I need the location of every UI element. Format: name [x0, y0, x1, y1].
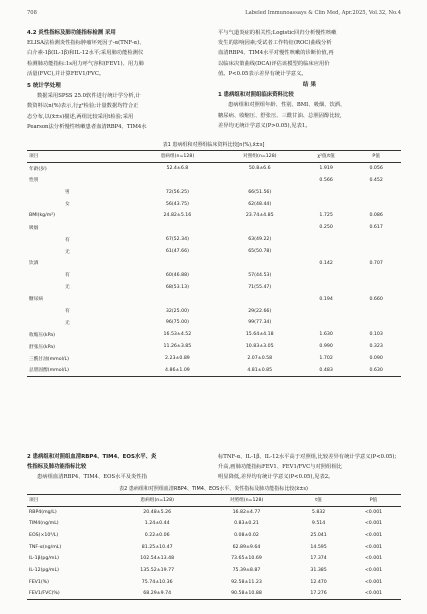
table1-cell	[219, 258, 301, 270]
table2-cell: 68.29±9.74	[143, 591, 172, 597]
title-line: 2 患病组和对照组血清RBP4、TIM4、EOS水平、炎	[27, 454, 157, 460]
journal-header: Labeled Immunoassays & Clin Med, Apr.2025, Vol.32, No.4	[245, 10, 401, 16]
table1-row	[27, 222, 401, 234]
table2-cell: <0.001	[364, 579, 383, 585]
table1-cell	[351, 246, 401, 258]
table2-cell: 17.276	[310, 591, 327, 597]
text-line: 标TNF-α、IL-1β、IL-12水平高于对照组,比较差异有统计学意义(P<0.05);	[218, 454, 397, 460]
table1-header-row	[27, 151, 401, 163]
table2-cell: <0.001	[364, 567, 383, 573]
text-line: 患病组和对照组年龄、性别、BMI、吸烟、饮酒、	[228, 102, 346, 109]
table1-cell	[219, 293, 301, 305]
table1-cell: 有	[65, 273, 70, 279]
table1-cell: 无	[65, 320, 70, 326]
table2-cell: 75.74±10.36	[141, 579, 173, 585]
table1-row	[27, 174, 401, 186]
table1-cell: 0.090	[369, 356, 383, 362]
table2-cell: 0.83±0.21	[234, 521, 259, 527]
table1-cell: 65(50.78)	[248, 249, 272, 255]
table2-row	[27, 530, 401, 542]
table1-cell	[351, 281, 401, 293]
table1-cell: 0.194	[319, 296, 333, 302]
table2-header: t值	[315, 498, 322, 504]
table1-cell: 4.86±1.09	[164, 367, 190, 373]
section-4-2-text	[27, 38, 207, 79]
table1-cell: 24.82±5.16	[163, 213, 192, 219]
table1-cell: 舒张压(kPa)	[29, 344, 55, 350]
table2-cell: 92.58±11.23	[231, 579, 262, 585]
table1-cell: 0.660	[369, 296, 383, 302]
table1-cell: 男	[65, 190, 70, 196]
table1-cell	[351, 234, 401, 246]
section-1-title: 1 患病组和对照组临床资料比较	[218, 92, 294, 99]
table1-row	[27, 293, 401, 305]
section-5-text	[27, 91, 207, 132]
table1-cell: 0.323	[369, 344, 383, 350]
table1-cell: 1.919	[319, 166, 333, 172]
text-line: 患病组血清RBP4、TIM4、EOS水平及炎性指	[37, 474, 147, 481]
table2-cell: FEV1(%)	[29, 579, 49, 585]
table2-row	[27, 506, 401, 518]
table2-cell: 73.65±10.69	[231, 556, 262, 562]
text-line: 值。P<0.05表示差异有统计学意义。	[218, 70, 307, 77]
table1-cell: 2.23±0.89	[164, 356, 190, 362]
table2-cell: EOS(×10⁹/L)	[29, 532, 59, 538]
table1-header: 项目	[29, 154, 39, 160]
table1-row	[27, 305, 401, 317]
table2-cell: 12.470	[310, 579, 327, 585]
table1-row	[27, 353, 401, 365]
text-line: 升高,画肺功能指标FEV1、FEV1/FVC与对照组相比	[218, 464, 342, 471]
table1-cell: 0.617	[369, 225, 383, 231]
section-4-2-title: 4.2 炎性指标及肺功能指标检测 采用	[27, 30, 116, 36]
table1-cell: 无	[65, 285, 70, 291]
table2-header: 患病组(n=128)	[140, 498, 174, 504]
table2-cell: 75.39±8.87	[232, 567, 261, 573]
table1-cell: 1.725	[319, 213, 333, 219]
table2-row	[27, 588, 401, 600]
table2-cell: 0.22±0.06	[144, 532, 170, 538]
text-line: 平与气道炎症的相关性;Logistic回归分析慢性咳嗽	[218, 30, 337, 36]
table2-header: P值	[369, 498, 378, 504]
table1-cell	[136, 222, 218, 234]
left-column	[27, 28, 207, 132]
section-2-block	[27, 452, 207, 483]
table1-row	[27, 329, 401, 341]
table1-cell: 4.81±0.85	[247, 367, 273, 373]
table1-cell	[136, 258, 218, 270]
text-line: 态分布,以(x̄±s)描述,两组比较采用t检验;采用	[27, 113, 134, 120]
table2-header: 对照组(n=128)	[229, 498, 264, 504]
table1-cell: 1.702	[319, 356, 333, 362]
table1-cell: 52.4±6.8	[166, 166, 189, 172]
table2-cell: TIM4(ng/mL)	[29, 521, 59, 527]
table1-cell	[301, 186, 351, 198]
results-heading: 结 果	[302, 82, 317, 89]
table1-cell: 2.07±0.58	[247, 356, 273, 362]
table2-cell: 25.041	[310, 532, 327, 538]
table2	[27, 494, 401, 600]
table1-cell: 吸烟	[29, 225, 39, 231]
table1	[27, 150, 401, 377]
section-2-text-right	[218, 452, 401, 483]
table1-cell: 0.630	[369, 367, 383, 373]
table2-row	[27, 576, 401, 588]
table1-row	[27, 186, 401, 198]
table1-cell: 0.707	[369, 260, 383, 266]
table1-cell: 11.26±3.85	[163, 344, 192, 350]
table1-cell: 16.53±4.52	[163, 332, 192, 338]
table1-cell: 年龄(岁)	[29, 166, 47, 172]
table1-cell: 50.8±6.6	[248, 166, 271, 172]
table2-row	[27, 553, 401, 565]
table1-cell	[351, 186, 401, 198]
table1-cell: 0.452	[369, 177, 383, 183]
text-line: 以临床决策曲线(DCA)评估该模型的临床应用价	[218, 60, 330, 67]
text-line: 白介素-1β(IL-1β)和IL-12水平;采用肺功能检测仪	[27, 50, 144, 57]
table1-row	[27, 365, 401, 377]
table1-cell: 0.483	[319, 367, 333, 373]
table1-cell: 0.250	[319, 225, 333, 231]
table1-cell: 72(56.25)	[165, 189, 189, 195]
table1-row	[27, 281, 401, 293]
table2-cell: IL-1β(pg/mL)	[29, 556, 59, 562]
table2-caption: 表2 患病组和对照组血清RBP4、TIM4、EOS水平、炎性指标及肺功能指标比较(x̄±s)	[119, 486, 308, 492]
table1-cell: 0.566	[319, 177, 333, 183]
table2-cell: FEV1/FVC(%)	[29, 591, 60, 597]
table2-row	[27, 518, 401, 530]
text-line: 明显降低,差异均有统计学意义(P<0.05),见表2。	[218, 474, 334, 481]
table1-cell: 71(55.47)	[248, 284, 272, 290]
table1-cell: 67(52.34)	[165, 237, 189, 243]
table1-cell	[351, 198, 401, 210]
table1-row	[27, 246, 401, 258]
table2-cell: 17.374	[310, 556, 327, 562]
table2-cell: 102.54±13.48	[140, 556, 175, 562]
table2-cell: 135.52±19.77	[140, 567, 175, 573]
section-5-title: 5 统计学处理	[27, 83, 61, 90]
table1-cell	[301, 305, 351, 317]
table2-cell: 0.08±0.02	[234, 532, 259, 538]
table2-cell: <0.001	[364, 556, 383, 562]
table1-cell: 29(22.66)	[248, 308, 272, 314]
table1-row	[27, 198, 401, 210]
text-line: 糖尿病、收缩压、舒张压、三酰甘油、总胆固醇比较,	[218, 112, 342, 119]
table1-row	[27, 269, 401, 281]
table1-cell: 0.086	[369, 213, 383, 219]
table1-cell	[301, 317, 351, 329]
table1-cell: 1.630	[319, 332, 333, 338]
text-line: ELISA法检测炎性指标肿瘤坏死因子-α(TNF-α)、	[27, 40, 145, 47]
table1-cell	[301, 281, 351, 293]
table1-cell	[351, 305, 401, 317]
table1-cell: 有	[65, 237, 70, 243]
table1-cell: 有	[65, 309, 70, 315]
table1-cell: 23.74±4.85	[245, 213, 274, 219]
table2-cell: <0.001	[364, 591, 383, 597]
table1-cell: 饮酒	[29, 261, 39, 267]
table2-cell: 90.58±10.88	[231, 591, 262, 597]
table1-cell: 收缩压(kPa)	[29, 332, 55, 338]
table2-cell: <0.001	[364, 521, 383, 527]
table1-cell: 0.142	[319, 260, 333, 266]
table2-cell: <0.001	[364, 532, 383, 538]
text-line: 数资料以n(%)表示,行χ²检验;计量数据均符合正	[27, 103, 139, 110]
table2-header: 项目	[29, 498, 39, 504]
table1-cell: 32(25.00)	[165, 308, 189, 314]
table1-cell: 99(77.34)	[248, 320, 272, 326]
table1-row	[27, 162, 401, 174]
table1-cell	[136, 293, 218, 305]
text-line: 差异均无统计学意义(P>0.05),见表1。	[218, 122, 311, 129]
table1-cell: 无	[65, 249, 70, 255]
table2-cell: 14.595	[310, 544, 327, 550]
table2-cell: RBP4(mg/L)	[29, 509, 57, 515]
table2-cell: <0.001	[364, 509, 383, 515]
table1-cell: 66(51.56)	[248, 189, 272, 195]
table1-cell: 62(48.44)	[248, 201, 272, 207]
table1-cell: 63(49.22)	[248, 237, 272, 243]
table1-cell: 0.056	[369, 166, 383, 172]
table1-row	[27, 317, 401, 329]
table1-header: χ²值/t值	[317, 154, 335, 160]
table1-cell: BMI(kg/m²)	[29, 213, 56, 219]
table2-cell: IL-12(pg/mL)	[29, 567, 59, 573]
table1-cell: 60(46.88)	[165, 272, 189, 278]
section-2-title	[27, 452, 207, 472]
table1-header: 患病组(n=128)	[160, 154, 195, 160]
table2-cell: 81.25±10.47	[141, 544, 173, 550]
text-line: 发生的影响因素;受试者工作特征(ROC)曲线分析	[218, 40, 332, 47]
text-line: 活量(FVC),并计算FEV1/FVC。	[27, 70, 105, 77]
table2-cell: 1.24±0.44	[144, 521, 170, 527]
text-line: 血清RBP4、TIM4水平对慢性咳嗽的诊断价值,再	[218, 50, 334, 57]
table1-cell: 57(44.53)	[248, 272, 272, 278]
table1-cell: 女	[65, 202, 70, 207]
table1-cell	[301, 198, 351, 210]
table2-cell: <0.001	[364, 544, 383, 550]
table1-cell: 61(47.66)	[165, 249, 189, 255]
table1-caption: 表1 患病组和对照组临床资料比较[n(%),x̄±s]	[162, 142, 265, 148]
table1-cell: 96(75.00)	[165, 320, 189, 326]
table1-cell: 总胆固醇(mmol/L)	[29, 368, 69, 374]
table2-cell: 62.89±9.64	[232, 544, 261, 550]
text-line: Pearson法分析慢性咳嗽患者血清RBP4、TIM4水	[27, 123, 147, 130]
table1-cell	[351, 269, 401, 281]
table1-cell	[219, 222, 301, 234]
table1-cell: 0.103	[369, 332, 383, 338]
table1-cell: 三酰甘油(mmol/L)	[29, 356, 69, 362]
table1-header: 对照组(n=128)	[242, 154, 277, 160]
table1-cell	[301, 269, 351, 281]
table1-cell: 68(53.13)	[165, 284, 189, 290]
table1-cell	[219, 174, 301, 186]
table2-cell: 9.514	[311, 521, 326, 527]
table1-cell: 15.64±4.18	[245, 332, 274, 338]
text-line: 检测肺功能指标:1s用力呼气容积(FEV1)、用力肺	[27, 60, 144, 67]
table1-row	[27, 258, 401, 270]
title-line: 性指标及肺功能指标比较	[27, 464, 87, 471]
table1-cell	[301, 246, 351, 258]
table1-cell	[136, 174, 218, 186]
table2-row	[27, 565, 401, 577]
table1-cell: 0.990	[319, 344, 333, 350]
table2-cell: 31.385	[310, 567, 327, 573]
table1-cell: 10.83±3.05	[245, 344, 274, 350]
table1-cell: 56(43.75)	[165, 201, 189, 207]
page-number: 708	[27, 10, 37, 16]
right-column	[218, 28, 401, 131]
table1-row	[27, 210, 401, 222]
table2-row	[27, 541, 401, 553]
table1-row	[27, 341, 401, 353]
table2-cell: 20.48±5.26	[143, 509, 172, 515]
table1-cell	[301, 234, 351, 246]
table2-cell: TNF-α(ng/mL)	[29, 544, 62, 550]
table1-cell	[351, 317, 401, 329]
table2-header-row	[27, 495, 401, 507]
text-line: 数据采用SPSS 25.0软件进行统计学分析,计	[37, 93, 141, 100]
table2-cell: 5.832	[311, 509, 326, 515]
table1-row	[27, 234, 401, 246]
table1-cell: 糖尿病	[29, 297, 44, 303]
table2-cell: 16.82±4.77	[232, 509, 261, 515]
table1-header: P值	[372, 154, 380, 160]
table1-cell: 性别	[29, 178, 39, 184]
